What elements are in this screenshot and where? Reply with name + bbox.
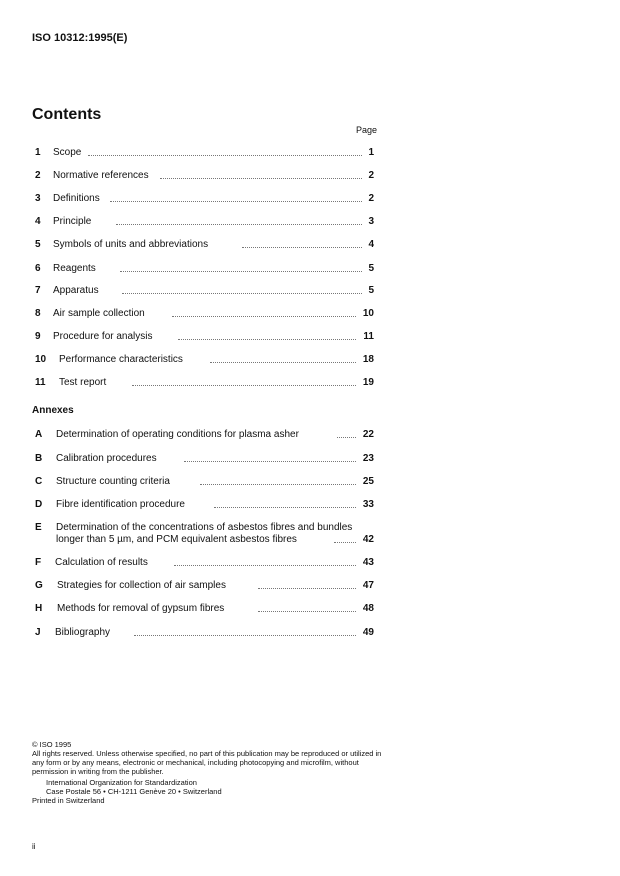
printed-in: Printed in Switzerland (32, 796, 105, 805)
toc-entry-page: 10 (362, 308, 374, 319)
annex-page: 22 (362, 429, 374, 440)
dot-leader (184, 461, 356, 462)
toc-entry-label: Test report (59, 377, 107, 388)
annex-page: 48 (362, 603, 374, 614)
annex-entry-e[interactable] (32, 521, 376, 547)
dot-leader (258, 611, 356, 612)
dot-leader (258, 588, 356, 589)
toc-entry-5[interactable] (32, 238, 376, 252)
annex-page: 49 (362, 627, 374, 638)
annex-page: 47 (362, 580, 374, 591)
annex-letter: C (35, 476, 43, 487)
annex-entry-h[interactable] (32, 602, 376, 616)
toc-entry-label: Scope (53, 147, 82, 158)
toc-entry-number: 6 (35, 263, 41, 274)
toc-entry-page: 3 (368, 216, 374, 227)
annex-letter: A (35, 429, 43, 440)
toc-entry-number: 3 (35, 193, 41, 204)
toc-entry-4[interactable] (32, 215, 376, 229)
toc-entry-number: 11 (35, 377, 46, 388)
rights-statement: All rights reserved. Unless otherwise specified, no part of this publication may be reproduced or utilized in any form or by any means, electronic or mechanical, including photocopying and microfilm, without permission in writing from the publisher. (32, 749, 382, 776)
toc-entry-1[interactable] (32, 146, 376, 160)
toc-entry-number: 4 (35, 216, 41, 227)
toc-entry-page: 18 (362, 354, 374, 365)
toc-entry-label: Normative references (53, 170, 149, 181)
dot-leader (172, 316, 356, 317)
annex-label: Bibliography (55, 627, 111, 638)
toc-entry-page: 2 (368, 193, 374, 204)
document-header: ISO 10312:1995(E) (32, 32, 128, 44)
toc-entry-number: 2 (35, 170, 41, 181)
annex-letter: D (35, 499, 43, 510)
annex-entry-f[interactable] (32, 556, 376, 570)
dot-leader (334, 542, 356, 543)
annex-entry-c[interactable] (32, 475, 376, 489)
annex-label: Fibre identification procedure (56, 499, 185, 510)
annex-label: Calibration procedures (56, 453, 157, 464)
annexes-heading: Annexes (32, 405, 74, 416)
annex-letter: G (35, 580, 43, 591)
dot-leader (116, 224, 362, 225)
organization-name: International Organization for Standardization (46, 778, 197, 787)
toc-entry-label: Procedure for analysis (53, 331, 153, 342)
annex-letter: J (35, 627, 41, 638)
dot-leader (132, 385, 356, 386)
dot-leader (210, 362, 356, 363)
toc-entry-page: 19 (362, 377, 374, 388)
annex-letter: F (35, 557, 42, 568)
annex-label: Methods for removal of gypsum fibres (57, 603, 225, 614)
organization-address: Case Postale 56 • CH-1211 Genève 20 • Switzerland (46, 787, 222, 796)
dot-leader (214, 507, 356, 508)
copyright-notice (32, 740, 382, 805)
dot-leader (337, 437, 356, 438)
toc-entry-number: 5 (35, 239, 41, 250)
toc-entry-number: 9 (35, 331, 41, 342)
toc-entry-number: 10 (35, 354, 47, 365)
toc-entry-label: Air sample collection (53, 308, 145, 319)
toc-entry-2[interactable] (32, 169, 376, 183)
annex-label: Strategies for collection of air samples (57, 580, 226, 591)
toc-entry-page: 1 (368, 147, 374, 158)
dot-leader (88, 155, 362, 156)
dot-leader (242, 247, 362, 248)
toc-entry-page: 5 (368, 285, 374, 296)
dot-leader (174, 565, 356, 566)
dot-leader (134, 635, 356, 636)
page-column-label: Page (356, 125, 378, 135)
toc-entry-11[interactable] (32, 376, 376, 390)
page-title: Contents (32, 106, 102, 123)
toc-entry-3[interactable] (32, 192, 376, 206)
annex-entry-g[interactable] (32, 579, 376, 593)
toc-entry-9[interactable] (32, 330, 376, 344)
copyright-line: © ISO 1995 (32, 740, 72, 749)
page-number: ii (32, 842, 36, 851)
dot-leader (120, 271, 362, 272)
toc-entry-label: Symbols of units and abbreviations (53, 239, 209, 250)
dot-leader (110, 201, 362, 202)
toc-entry-label: Reagents (53, 263, 96, 274)
toc-entry-10[interactable] (32, 353, 376, 367)
dot-leader (122, 293, 362, 294)
annex-label: Calculation of results (55, 557, 148, 568)
toc-entry-label: Apparatus (53, 285, 99, 296)
dot-leader (200, 484, 356, 485)
annex-page: 43 (362, 557, 374, 568)
annex-label-continued: longer than 5 µm, and PCM equivalent asbestos fibres (56, 534, 297, 545)
annex-page: 33 (362, 499, 374, 510)
annex-entry-d[interactable] (32, 498, 376, 512)
toc-entry-number: 7 (35, 285, 41, 296)
toc-entry-page: 11 (363, 331, 374, 342)
toc-entry-page: 5 (368, 263, 374, 274)
annex-page: 23 (362, 453, 374, 464)
annex-entry-b[interactable] (32, 452, 376, 466)
toc-entry-label: Performance characteristics (59, 354, 183, 365)
annex-label: Determination of the concentrations of asbestos fibres and bundles (56, 522, 353, 533)
annex-label: Determination of operating conditions for plasma asher (56, 429, 299, 440)
annex-page: 25 (362, 476, 374, 487)
annex-letter: E (35, 522, 42, 533)
toc-entry-6[interactable] (32, 262, 376, 276)
toc-entry-page: 4 (368, 239, 374, 250)
annex-page: 42 (362, 534, 374, 545)
toc-entry-page: 2 (368, 170, 374, 181)
toc-entry-7[interactable] (32, 284, 376, 298)
annex-entry-a[interactable] (32, 428, 376, 442)
annex-letter: H (35, 603, 43, 614)
toc-entry-8[interactable] (32, 307, 376, 321)
toc-entry-label: Principle (53, 216, 92, 227)
annex-entry-j[interactable] (32, 626, 376, 640)
dot-leader (160, 178, 362, 179)
toc-entry-label: Definitions (53, 193, 100, 204)
toc-entry-number: 1 (35, 147, 41, 158)
annex-label: Structure counting criteria (56, 476, 170, 487)
dot-leader (178, 339, 356, 340)
annex-letter: B (35, 453, 43, 464)
toc-entry-number: 8 (35, 308, 41, 319)
